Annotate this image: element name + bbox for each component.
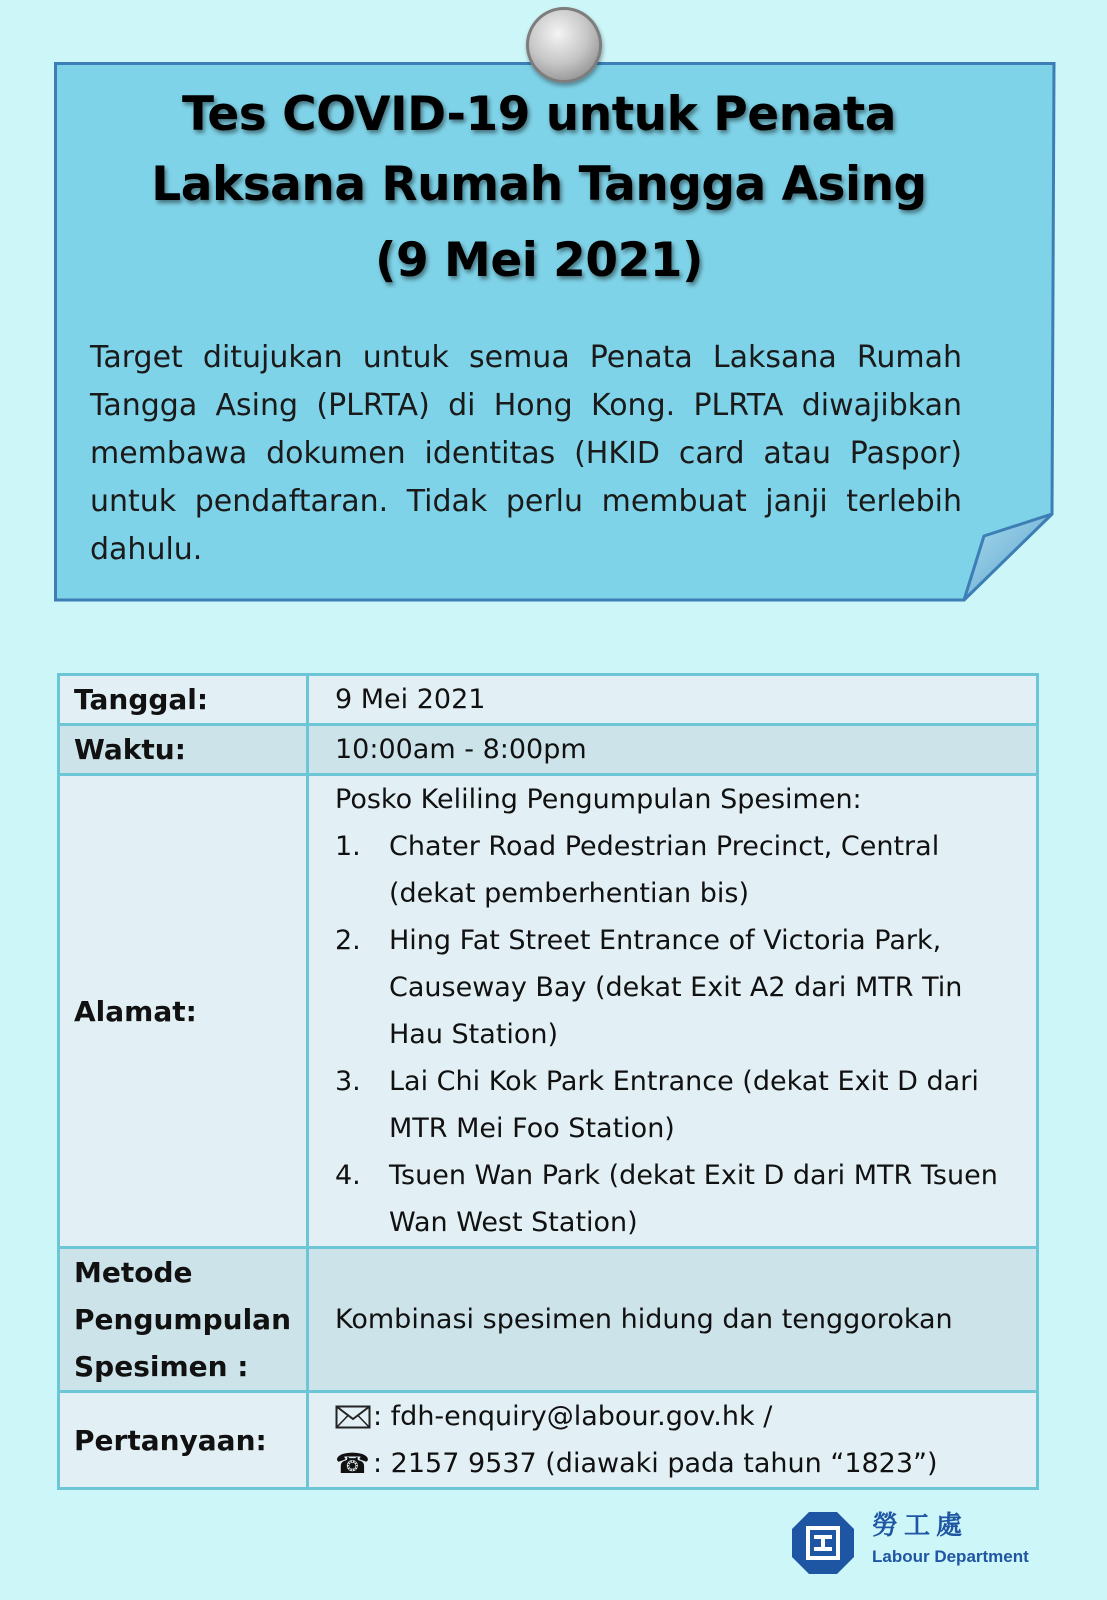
time-label: Waktu: [59, 725, 308, 775]
title-line-2: Laksana Rumah Tangga Asing [151, 157, 927, 212]
location-item [335, 823, 1022, 917]
phone-number[interactable]: : 2157 9537 (diawaki pada tahun “1823”) [373, 1448, 938, 1479]
location-item [335, 1152, 1022, 1246]
address-label: Alamat: [59, 775, 308, 1248]
notice-card [54, 62, 1078, 614]
location-item [335, 1058, 1022, 1152]
title-date: (9 Mei 2021) [375, 233, 703, 288]
envelope-icon [335, 1405, 371, 1429]
location-list [335, 823, 1022, 1246]
row-method [59, 1248, 1038, 1392]
address-value [308, 775, 1038, 1248]
location-item [335, 917, 1022, 1058]
row-time [59, 725, 1038, 775]
location-text: Hing Fat Street Entrance of Victoria Park, Causeway Bay (dekat Exit A2 dari MTR Tin Hau Station) [389, 925, 963, 1050]
labour-department-emblem-icon [790, 1510, 856, 1576]
title-line-1: Tes COVID-19 untuk Penata [182, 87, 896, 142]
location-text: Chater Road Pedestrian Precinct, Central (dekat pemberhentian bis) [389, 831, 940, 909]
method-label: Metode Pengumpulan Spesimen : [59, 1248, 308, 1392]
location-text: Lai Chi Kok Park Entrance (dekat Exit D dari MTR Mei Foo Station) [389, 1066, 979, 1144]
date-label: Tanggal: [59, 675, 308, 725]
method-value: Kombinasi spesimen hidung dan tenggorokan [308, 1248, 1038, 1392]
enquiry-value [308, 1392, 1038, 1489]
row-address [59, 775, 1038, 1248]
labour-department-logo [790, 1510, 1050, 1576]
intro-paragraph: Target ditujukan untuk semua Penata Laksana Rumah Tangga Asing (PLRTA) di Hong Kong. PLRTA diwajibkan membawa dokumen identitas (HKID card atau Paspor) untuk pendaftaran. Tidak perlu membuat janji terlebih dahulu. [90, 340, 962, 567]
date-value: 9 Mei 2021 [308, 675, 1038, 725]
telephone-icon: ☎ [335, 1447, 370, 1480]
pushpin-icon [526, 7, 602, 83]
phone-line [335, 1440, 1022, 1487]
logo-chinese-name: 勞工處 [872, 1511, 969, 1541]
time-value: 10:00am - 8:00pm [308, 725, 1038, 775]
row-date [59, 675, 1038, 725]
location-text: Tsuen Wan Park (dekat Exit D dari MTR Tsuen Wan West Station) [389, 1160, 998, 1238]
notice-title [54, 80, 1024, 296]
address-heading: Posko Keliling Pengumpulan Spesimen: [335, 784, 862, 815]
email-line [335, 1393, 1022, 1440]
location-number: 4. [335, 1160, 361, 1191]
logo-english-name: Labour Department [872, 1547, 1029, 1566]
row-enquiry [59, 1392, 1038, 1489]
email-address[interactable]: : fdh-enquiry@labour.gov.hk / [373, 1401, 773, 1432]
location-number: 2. [335, 925, 361, 956]
location-number: 1. [335, 831, 361, 862]
location-number: 3. [335, 1066, 361, 1097]
info-table [57, 673, 1039, 1490]
enquiry-label: Pertanyaan: [59, 1392, 308, 1489]
